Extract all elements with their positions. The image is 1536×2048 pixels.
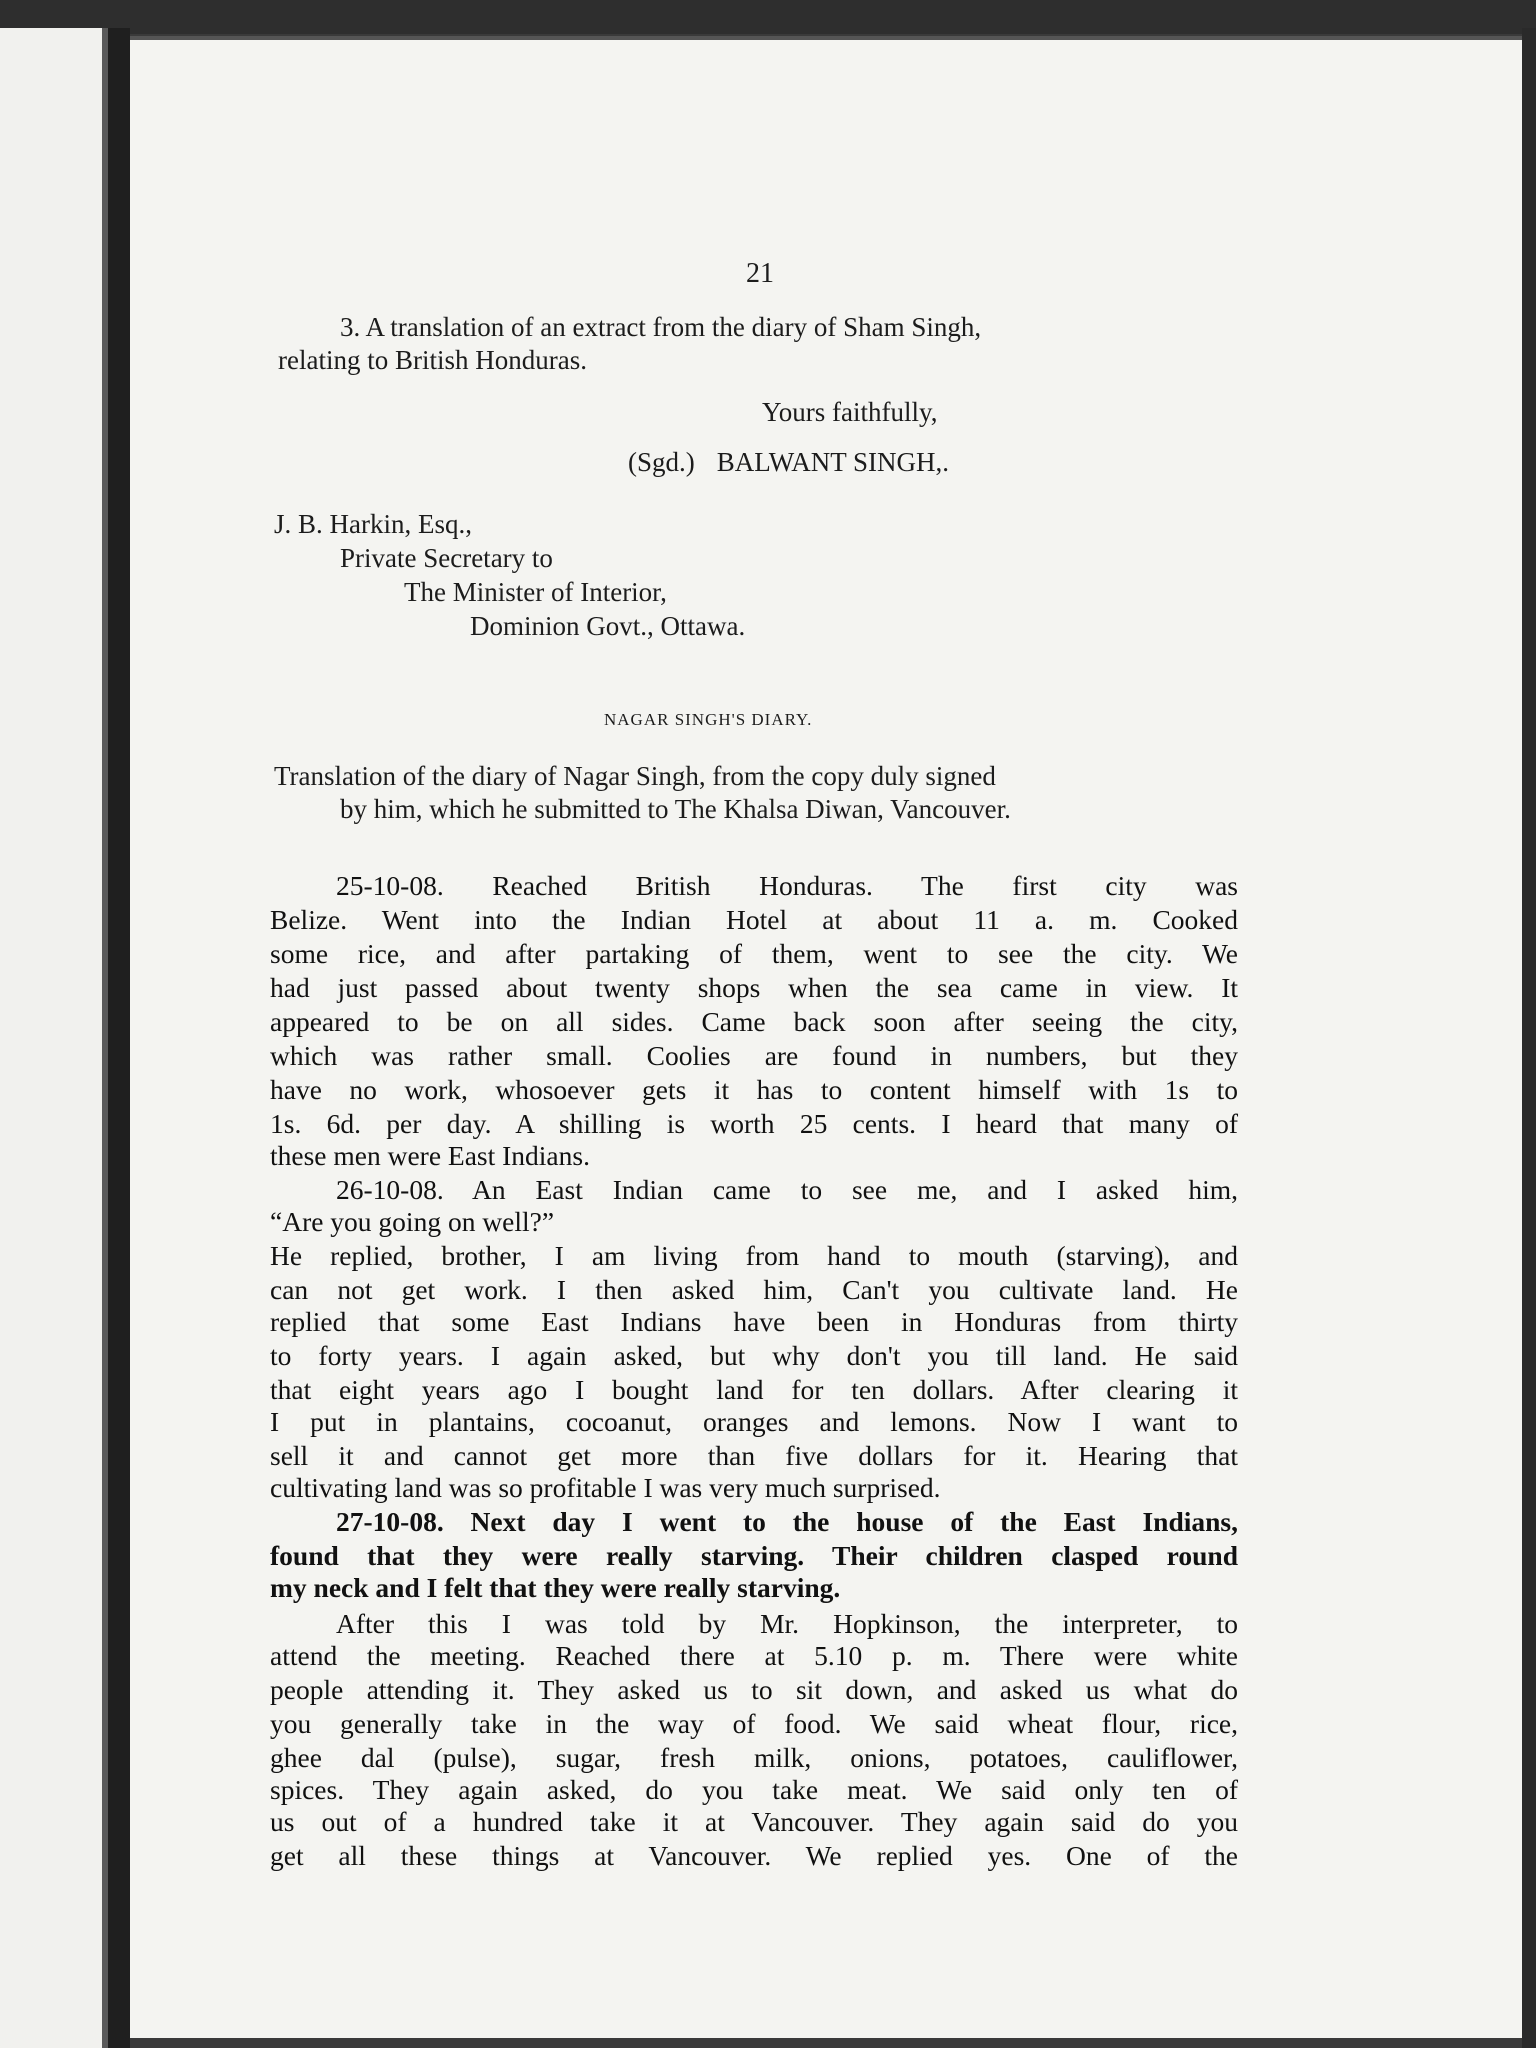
- body-line: attend the meeting. Reached there at 5.10 p. m. There were white: [270, 1640, 1238, 1671]
- intro-line-2: relating to British Honduras.: [278, 345, 587, 375]
- body-line: He replied, brother, I am living from hand to mouth (starving), and: [270, 1240, 1238, 1271]
- body-line: found that they were really starving. Their children clasped round: [270, 1540, 1238, 1571]
- body-line: 26-10-08. An East Indian came to see me, and I asked him,: [336, 1174, 1238, 1205]
- body-line: Belize. Went into the Indian Hotel at about 11 a. m. Cooked: [270, 904, 1238, 935]
- body-line: have no work, whosoever gets it has to content himself with 1s to: [270, 1074, 1238, 1105]
- book-gutter: [108, 28, 130, 2048]
- signature-line: [628, 446, 949, 478]
- body-line: that eight years ago I bought land for ten dollars. After clearing it: [270, 1374, 1238, 1405]
- body-line: people attending it. They asked us to sit down, and asked us what do: [270, 1674, 1238, 1705]
- body-line: 1s. 6d. per day. A shilling is worth 25 cents. I heard that many of: [270, 1108, 1238, 1139]
- diary-subtitle-line-1: Translation of the diary of Nagar Singh, from the copy duly signed: [274, 761, 996, 791]
- scan-top-border: [0, 0, 1536, 34]
- body-line: sell it and cannot get more than five dollars for it. Hearing that: [270, 1440, 1238, 1471]
- body-line: spices. They again asked, do you take meat. We said only ten of: [270, 1774, 1238, 1805]
- body-line: “Are you going on well?”: [270, 1206, 555, 1237]
- body-line: ghee dal (pulse), sugar, fresh milk, onions, potatoes, cauliflower,: [270, 1742, 1238, 1773]
- body-line: you generally take in the way of food. We said wheat flour, rice,: [270, 1708, 1238, 1739]
- address-line-2: Private Secretary to: [340, 543, 553, 573]
- diary-subtitle-line-2: by him, which he submitted to The Khalsa Diwan, Vancouver.: [340, 794, 1011, 824]
- body-line: get all these things at Vancouver. We replied yes. One of the: [270, 1840, 1238, 1871]
- body-line: to forty years. I again asked, but why don't you till land. He said: [270, 1340, 1238, 1371]
- body-line: had just passed about twenty shops when the sea came in view. It: [270, 972, 1238, 1003]
- body-line: replied that some East Indians have been in Honduras from thirty: [270, 1306, 1238, 1337]
- body-line: some rice, and after partaking of them, went to see the city. We: [270, 938, 1238, 969]
- facing-page-strip: [0, 28, 108, 2048]
- body-line: cultivating land was so profitable I was very much surprised.: [270, 1472, 941, 1503]
- body-line: us out of a hundred take it at Vancouver. They again said do you: [270, 1806, 1238, 1837]
- address-line-4: Dominion Govt., Ottawa.: [470, 611, 746, 641]
- diary-heading: NAGAR SINGH'S DIARY.: [604, 710, 813, 729]
- body-line: appeared to be on all sides. Came back soon after seeing the city,: [270, 1006, 1238, 1037]
- body-line: which was rather small. Coolies are found in numbers, but they: [270, 1040, 1238, 1071]
- body-line: 27-10-08. Next day I went to the house of the East Indians,: [336, 1506, 1238, 1537]
- signed-marker: (Sgd.): [628, 447, 695, 477]
- address-line-1: J. B. Harkin, Esq.,: [274, 509, 472, 539]
- closing-salutation: Yours faithfully,: [762, 397, 938, 427]
- address-line-3: The Minister of Interior,: [404, 577, 667, 607]
- body-line: After this I was told by Mr. Hopkinson, the interpreter, to: [336, 1608, 1238, 1639]
- intro-line-1: 3. A translation of an extract from the diary of Sham Singh,: [340, 312, 982, 342]
- signatory-name: BALWANT SINGH,.: [716, 447, 949, 477]
- page-number: 21: [746, 258, 774, 289]
- body-line: 25-10-08. Reached British Honduras. The first city was: [336, 870, 1238, 901]
- body-line: I put in plantains, cocoanut, oranges and lemons. Now I want to: [270, 1406, 1238, 1437]
- scan-right-border: [1522, 28, 1536, 2048]
- body-line: can not get work. I then asked him, Can't you cultivate land. He: [270, 1274, 1238, 1305]
- body-line: my neck and I felt that they were really starving.: [270, 1572, 841, 1603]
- body-line: these men were East Indians.: [270, 1140, 590, 1171]
